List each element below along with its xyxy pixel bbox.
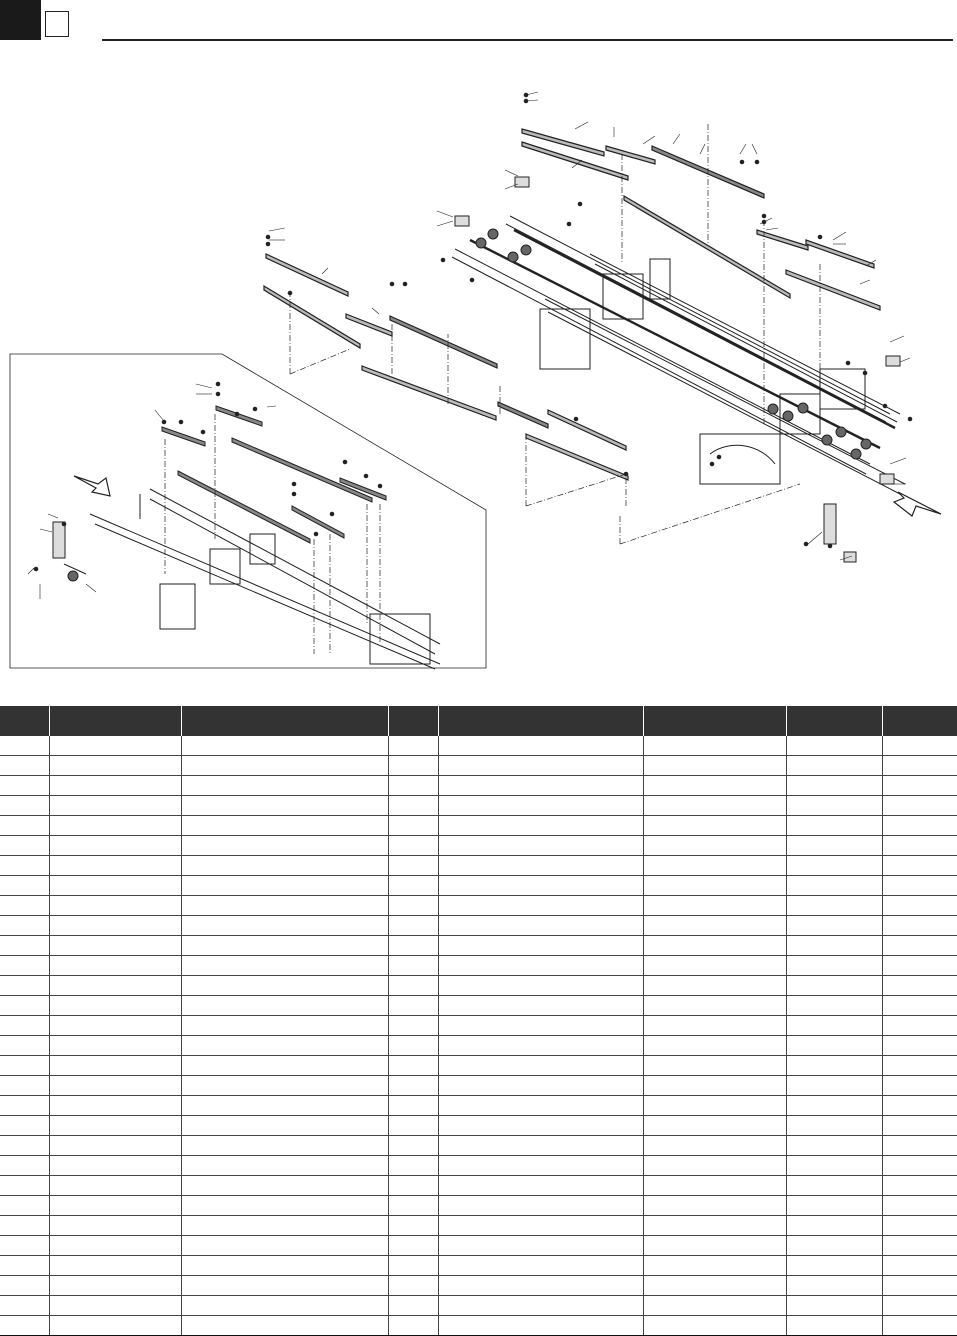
table-cell [786, 1076, 882, 1096]
table-row [0, 836, 957, 856]
table-cell [388, 1076, 438, 1096]
table-cell [0, 756, 49, 776]
table-cell [643, 876, 786, 896]
table-row [0, 1156, 957, 1176]
table-cell [388, 1196, 438, 1216]
table-cell [643, 776, 786, 796]
table-cell [786, 1156, 882, 1176]
table-cell [438, 1076, 643, 1096]
table-cell [0, 876, 49, 896]
table-cell [0, 1276, 49, 1296]
table-cell [882, 776, 957, 796]
table-cell [388, 1276, 438, 1296]
table-cell [643, 1176, 786, 1196]
table-cell [181, 1296, 388, 1316]
table-cell [49, 1116, 181, 1136]
table-cell [49, 1036, 181, 1056]
table-row [0, 1296, 957, 1316]
table-cell [0, 956, 49, 976]
table-row [0, 976, 957, 996]
table-cell [49, 1176, 181, 1196]
table-cell [643, 796, 786, 816]
table-cell [49, 1156, 181, 1176]
table-cell [388, 796, 438, 816]
table-cell [643, 1276, 786, 1296]
table-cell [882, 796, 957, 816]
table-body [0, 736, 957, 1336]
table-cell [438, 796, 643, 816]
table-cell [0, 1096, 49, 1116]
table-cell [786, 876, 882, 896]
table-cell [643, 1056, 786, 1076]
table-row [0, 1316, 957, 1336]
table-cell [0, 1056, 49, 1076]
table-cell [181, 856, 388, 876]
table-cell [388, 1016, 438, 1036]
table-cell [882, 816, 957, 836]
table-row [0, 1276, 957, 1296]
table-cell [643, 956, 786, 976]
table-cell [181, 1016, 388, 1036]
inset-assembly [53, 406, 440, 669]
table-cell [49, 1296, 181, 1316]
table-cell [181, 1256, 388, 1276]
table-cell [786, 1296, 882, 1316]
table-cell [388, 1096, 438, 1116]
table-cell [0, 1116, 49, 1136]
table-cell [786, 896, 882, 916]
table-row [0, 1016, 957, 1036]
table-cell [786, 1056, 882, 1076]
table-cell [438, 916, 643, 936]
table-cell [181, 996, 388, 1016]
table-cell [0, 836, 49, 856]
table-row [0, 1076, 957, 1096]
table-cell [388, 896, 438, 916]
table-cell [181, 1076, 388, 1096]
table-cell [181, 936, 388, 956]
table-cell [49, 1136, 181, 1156]
table-cell [786, 976, 882, 996]
table-cell [438, 1096, 643, 1116]
table-cell [643, 1196, 786, 1216]
table-cell [181, 956, 388, 976]
table-row [0, 876, 957, 896]
table-cell [438, 1016, 643, 1036]
table-cell [643, 1256, 786, 1276]
table-row [0, 956, 957, 976]
table-cell [882, 1236, 957, 1256]
header-cell [49, 706, 181, 736]
table-row [0, 756, 957, 776]
table-cell [643, 1296, 786, 1316]
table-cell [786, 996, 882, 1016]
table-cell [882, 1256, 957, 1276]
table-row [0, 896, 957, 916]
table-row [0, 936, 957, 956]
table-cell [643, 1136, 786, 1156]
callout-leaders [28, 92, 910, 599]
table-cell [181, 1216, 388, 1236]
table-cell [181, 836, 388, 856]
table-cell [438, 896, 643, 916]
table-cell [49, 1016, 181, 1036]
table-cell [882, 756, 957, 776]
table-cell [181, 976, 388, 996]
table-cell [181, 1116, 388, 1136]
flow-arrow-right-icon [894, 492, 941, 516]
table-row [0, 916, 957, 936]
table-cell [438, 836, 643, 856]
table-cell [49, 1316, 181, 1336]
table-cell [643, 1036, 786, 1056]
table-cell [0, 1216, 49, 1236]
table-cell [438, 1216, 643, 1236]
table-cell [643, 936, 786, 956]
table-cell [388, 956, 438, 976]
table-cell [0, 816, 49, 836]
table-cell [438, 1276, 643, 1296]
table-row [0, 1196, 957, 1216]
table-cell [438, 1136, 643, 1156]
table-cell [388, 1116, 438, 1136]
table-cell [49, 876, 181, 896]
table-cell [882, 1196, 957, 1216]
table-cell [882, 1156, 957, 1176]
table-cell [0, 1316, 49, 1336]
table-cell [388, 816, 438, 836]
table-cell [388, 776, 438, 796]
table-cell [438, 1316, 643, 1336]
table-cell [0, 1256, 49, 1276]
table-row [0, 856, 957, 876]
table-cell [49, 1096, 181, 1116]
table-cell [49, 956, 181, 976]
table-row [0, 1176, 957, 1196]
table-cell [786, 1136, 882, 1156]
table-cell [181, 796, 388, 816]
table-cell [0, 1296, 49, 1316]
section-marker-block [0, 0, 41, 40]
table-cell [786, 1196, 882, 1216]
table-cell [0, 776, 49, 796]
table-cell [882, 1136, 957, 1156]
table-cell [181, 1196, 388, 1216]
table-cell [786, 956, 882, 976]
table-cell [181, 816, 388, 836]
table-cell [49, 976, 181, 996]
table-cell [49, 1216, 181, 1236]
table-cell [181, 756, 388, 776]
table-cell [643, 1156, 786, 1176]
table-cell [0, 1156, 49, 1176]
table-cell [388, 856, 438, 876]
table-cell [49, 776, 181, 796]
header-cell [643, 706, 786, 736]
table-cell [388, 1236, 438, 1256]
table-cell [438, 936, 643, 956]
header-cell [438, 706, 643, 736]
table-cell [0, 1136, 49, 1156]
table-cell [181, 736, 388, 756]
table-cell [643, 856, 786, 876]
table-cell [882, 896, 957, 916]
table-cell [882, 1056, 957, 1076]
table-cell [0, 1016, 49, 1036]
table-cell [643, 836, 786, 856]
table-cell [438, 996, 643, 1016]
table-cell [438, 1296, 643, 1316]
table-cell [438, 776, 643, 796]
table-cell [786, 816, 882, 836]
table-cell [438, 1196, 643, 1216]
table-cell [388, 1296, 438, 1316]
table-cell [49, 836, 181, 856]
table-cell [643, 1096, 786, 1116]
table-cell [181, 1236, 388, 1256]
table-cell [49, 796, 181, 816]
table-cell [786, 1216, 882, 1236]
table-cell [388, 996, 438, 1016]
table-cell [181, 1096, 388, 1116]
table-row [0, 1236, 957, 1256]
table-cell [388, 1176, 438, 1196]
table-cell [49, 916, 181, 936]
table-cell [49, 1276, 181, 1296]
table-cell [388, 1136, 438, 1156]
table-cell [181, 1176, 388, 1196]
table-cell [388, 1156, 438, 1176]
table-row [0, 816, 957, 836]
table-cell [0, 1236, 49, 1256]
table-cell [643, 736, 786, 756]
header-rule [102, 39, 953, 41]
table-cell [49, 1256, 181, 1276]
table-cell [882, 1036, 957, 1056]
table-cell [786, 936, 882, 956]
table-cell [438, 1116, 643, 1136]
table-cell [388, 1316, 438, 1336]
table-row [0, 776, 957, 796]
table-cell [882, 1176, 957, 1196]
table-row [0, 1096, 957, 1116]
table-cell [882, 956, 957, 976]
table-row [0, 1256, 957, 1276]
table-cell [882, 836, 957, 856]
table-cell [438, 1156, 643, 1176]
table-cell [643, 1316, 786, 1336]
table-cell [438, 1256, 643, 1276]
flow-arrow-left-icon [74, 476, 110, 496]
table-cell [438, 736, 643, 756]
table-cell [438, 976, 643, 996]
table-cell [388, 916, 438, 936]
table-cell [786, 756, 882, 776]
table-cell [49, 1076, 181, 1096]
table-cell [882, 1316, 957, 1336]
table-cell [643, 896, 786, 916]
table-cell [643, 1216, 786, 1236]
table-cell [181, 1156, 388, 1176]
table-cell [786, 856, 882, 876]
table-cell [181, 1056, 388, 1076]
table-cell [438, 1236, 643, 1256]
table-cell [438, 956, 643, 976]
table-cell [181, 916, 388, 936]
table-cell [438, 876, 643, 896]
header-cell [882, 706, 957, 736]
table-cell [0, 996, 49, 1016]
table-cell [643, 916, 786, 936]
table-cell [786, 836, 882, 856]
table-cell [882, 1216, 957, 1236]
table-cell [786, 776, 882, 796]
table-cell [181, 776, 388, 796]
header-cell [0, 706, 49, 736]
table-cell [0, 896, 49, 916]
table-cell [388, 1256, 438, 1276]
table-cell [786, 916, 882, 936]
table-cell [388, 756, 438, 776]
table-cell [438, 1176, 643, 1196]
table-cell [181, 1136, 388, 1156]
table-cell [0, 1076, 49, 1096]
table-cell [388, 1036, 438, 1056]
table-cell [49, 936, 181, 956]
table-cell [181, 1276, 388, 1296]
table-cell [643, 976, 786, 996]
table-cell [786, 1096, 882, 1116]
table-cell [643, 996, 786, 1016]
table-cell [882, 1296, 957, 1316]
table-cell [0, 936, 49, 956]
table-cell [882, 1276, 957, 1296]
table-cell [643, 1076, 786, 1096]
table-cell [786, 1256, 882, 1276]
table-cell [438, 756, 643, 776]
table-cell [388, 1216, 438, 1236]
table-cell [786, 796, 882, 816]
table-cell [181, 876, 388, 896]
table-cell [786, 1276, 882, 1296]
table-cell [786, 1036, 882, 1056]
table-cell [0, 976, 49, 996]
table-row [0, 996, 957, 1016]
table-cell [0, 796, 49, 816]
table-cell [0, 1196, 49, 1216]
table-cell [882, 976, 957, 996]
table-cell [643, 1236, 786, 1256]
table-cell [438, 1056, 643, 1076]
table-cell [49, 896, 181, 916]
table-cell [643, 1016, 786, 1036]
table-cell [0, 1176, 49, 1196]
table-row [0, 1056, 957, 1076]
header-cell [786, 706, 882, 736]
table-cell [388, 1056, 438, 1076]
table-cell [388, 936, 438, 956]
table-cell [388, 736, 438, 756]
table-cell [388, 876, 438, 896]
table-cell [786, 1316, 882, 1336]
table-cell [882, 916, 957, 936]
table-cell [49, 996, 181, 1016]
guide-strips [264, 129, 880, 480]
table-cell [49, 856, 181, 876]
table-cell [49, 736, 181, 756]
table-cell [786, 1176, 882, 1196]
table-cell [882, 996, 957, 1016]
table-row [0, 1116, 957, 1136]
table-cell [882, 1096, 957, 1116]
table-row [0, 1216, 957, 1236]
table-cell [0, 1036, 49, 1056]
table-cell [786, 1236, 882, 1256]
table-row [0, 796, 957, 816]
table-cell [181, 896, 388, 916]
header-cell [388, 706, 438, 736]
table-cell [49, 1236, 181, 1256]
table-cell [643, 816, 786, 836]
parts-list-table [0, 706, 957, 1336]
table-cell [438, 816, 643, 836]
table-cell [49, 756, 181, 776]
section-marker-box [45, 11, 69, 37]
table-cell [882, 936, 957, 956]
table-cell [882, 856, 957, 876]
table-cell [0, 856, 49, 876]
table-cell [181, 1036, 388, 1056]
table-cell [438, 856, 643, 876]
table-row [0, 1036, 957, 1056]
table-cell [786, 736, 882, 756]
main-frame-rails [452, 216, 905, 494]
table-cell [882, 1076, 957, 1096]
table-cell [388, 836, 438, 856]
table-cell [643, 1116, 786, 1136]
page-header [0, 0, 957, 44]
table-cell [49, 816, 181, 836]
table-header-row [0, 706, 957, 736]
table-row [0, 1136, 957, 1156]
header-cell [181, 706, 388, 736]
table-cell [49, 1196, 181, 1216]
table-cell [0, 736, 49, 756]
table-cell [882, 736, 957, 756]
table-cell [0, 916, 49, 936]
table-cell [643, 756, 786, 776]
table-cell [49, 1056, 181, 1076]
table-row [0, 736, 957, 756]
table-cell [388, 976, 438, 996]
table-cell [882, 876, 957, 896]
table-cell [438, 1036, 643, 1056]
table-cell [882, 1116, 957, 1136]
table-cell [181, 1316, 388, 1336]
exploded-parts-diagram [0, 44, 957, 704]
table-cell [786, 1016, 882, 1036]
table-cell [882, 1016, 957, 1036]
table-cell [786, 1116, 882, 1136]
